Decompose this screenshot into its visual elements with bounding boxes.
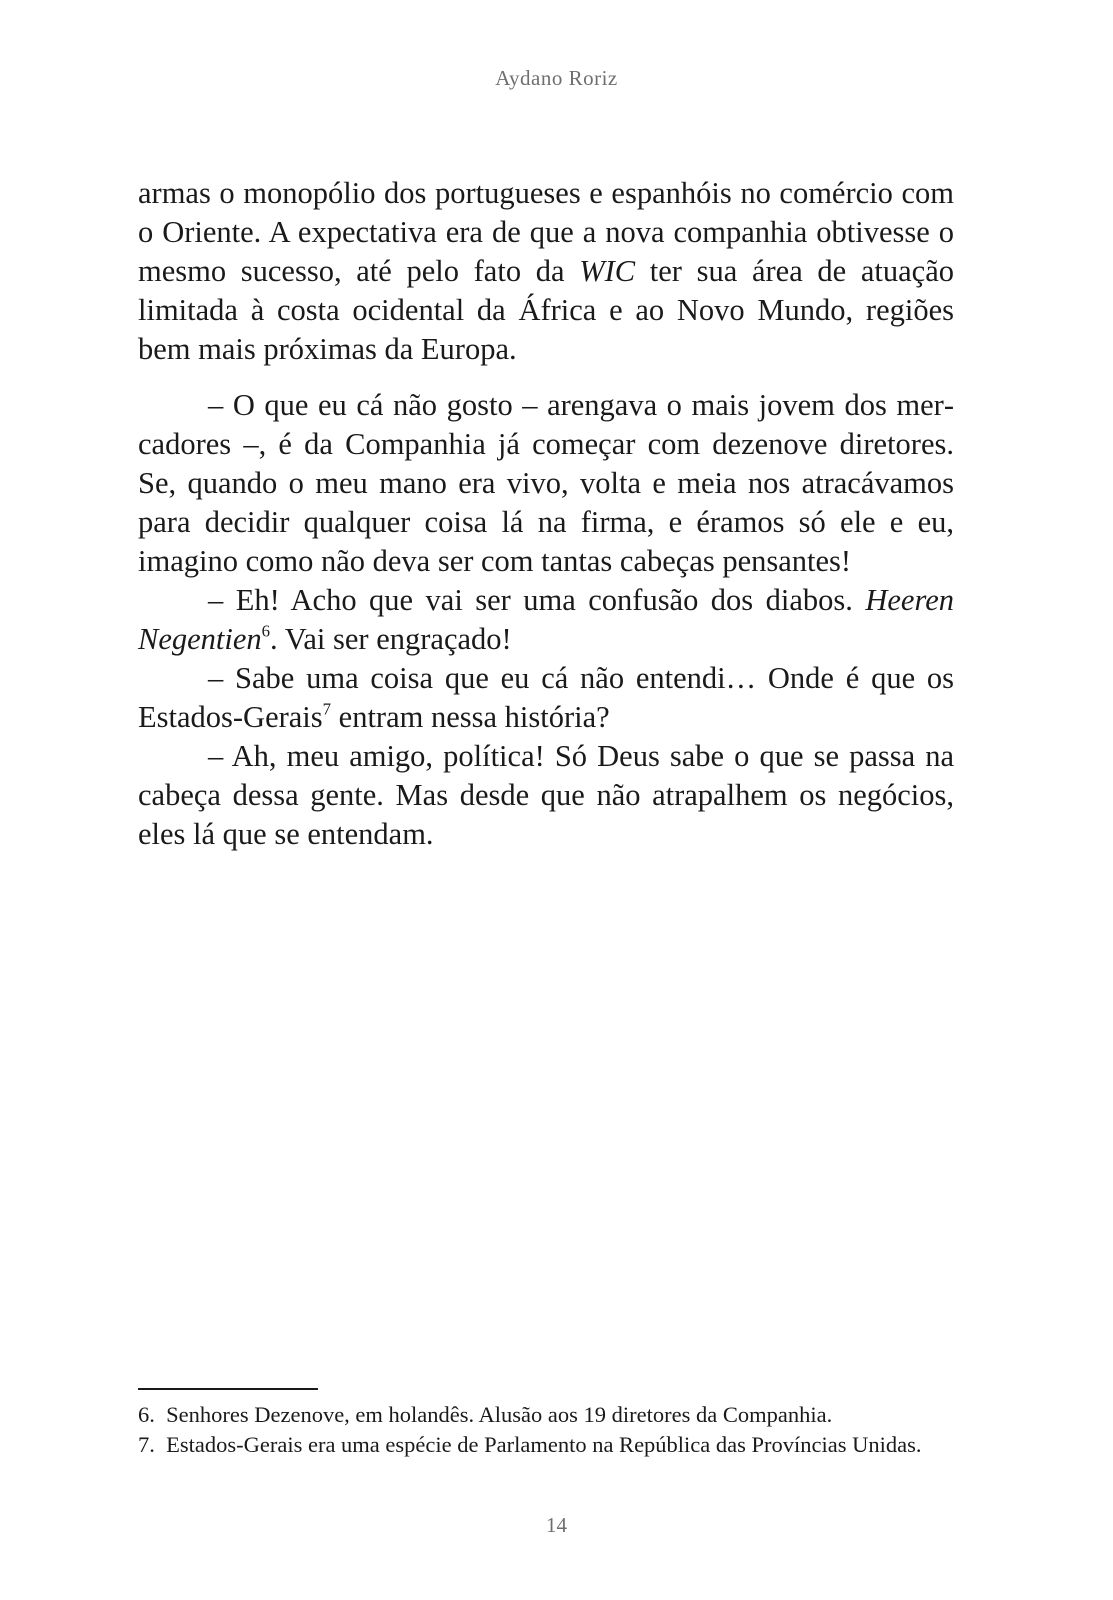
footnote-6-number: 6. — [138, 1402, 155, 1427]
italic-wic: WIC — [579, 254, 636, 288]
paragraph-intro-text-a: armas o monopólio dos portugueses e espanhóis no comércio com o Oriente. A expectativa era de que a nova companhia obtivesse o mesmo sucesso, até pelo fato da — [138, 176, 954, 288]
footnote-ref-7[interactable]: 7 — [322, 699, 332, 719]
dialog-line-1: – O que eu cá não gosto – arengava o mais jovem dos mercadores –, é da Companhia já começar com dezenove diretores. Se, quando o meu mano era vivo, volta e meia nos atracávamos para decidir qualquer coisa lá na firma, e éramos só ele e eu, imagino como não deva ser com tantas cabeças pensantes! — [138, 388, 954, 578]
footnotes — [138, 1400, 938, 1460]
footnote-7-number: 7. — [138, 1432, 155, 1457]
dialog-line-3-text-b: entram nessa história? — [331, 700, 610, 734]
dialog-line-2 — [138, 581, 954, 659]
running-head-author: Aydano Roriz — [495, 66, 618, 90]
dialog-line-2-text-b: . Vai ser engraçado! — [270, 622, 512, 656]
paragraph-intro — [138, 174, 954, 369]
footnote-6 — [138, 1400, 938, 1430]
dialog-line-3 — [138, 659, 954, 737]
dialog-line-2-text-a: – Eh! Acho que vai ser uma confusão dos diabos. — [208, 583, 866, 617]
footnote-6-text: Senhores Dezenove, em holandês. Alusão aos 19 diretores da Companhia. — [166, 1402, 833, 1427]
dialog-line-4: – Ah, meu amigo, política! Só Deus sabe o que se passa na cabeça dessa gente. Mas desde que não atrapalhem os negócios, eles lá que se entendam. — [138, 739, 954, 851]
footnote-ref-6[interactable]: 6 — [261, 621, 271, 641]
paragraph-intro-text-b: ter sua área de atuação limitada à costa ocidental da África e ao Novo Mundo, regiões bem mais próximas da Europa. — [138, 254, 954, 366]
body-text — [138, 174, 954, 854]
footnote-7-text: Estados-Gerais era uma espécie de Parlamento na República das Províncias Unidas. — [166, 1432, 922, 1457]
dialog-line-3-text-a: – Sabe uma coisa que eu cá não entendi… Onde é que os Estados-Gerais — [138, 661, 954, 734]
footnote-divider — [138, 1388, 318, 1390]
italic-heeren-negentien: Heeren Negentien — [138, 583, 954, 656]
page-number: 14 — [546, 1513, 567, 1537]
footnote-7 — [138, 1430, 938, 1460]
